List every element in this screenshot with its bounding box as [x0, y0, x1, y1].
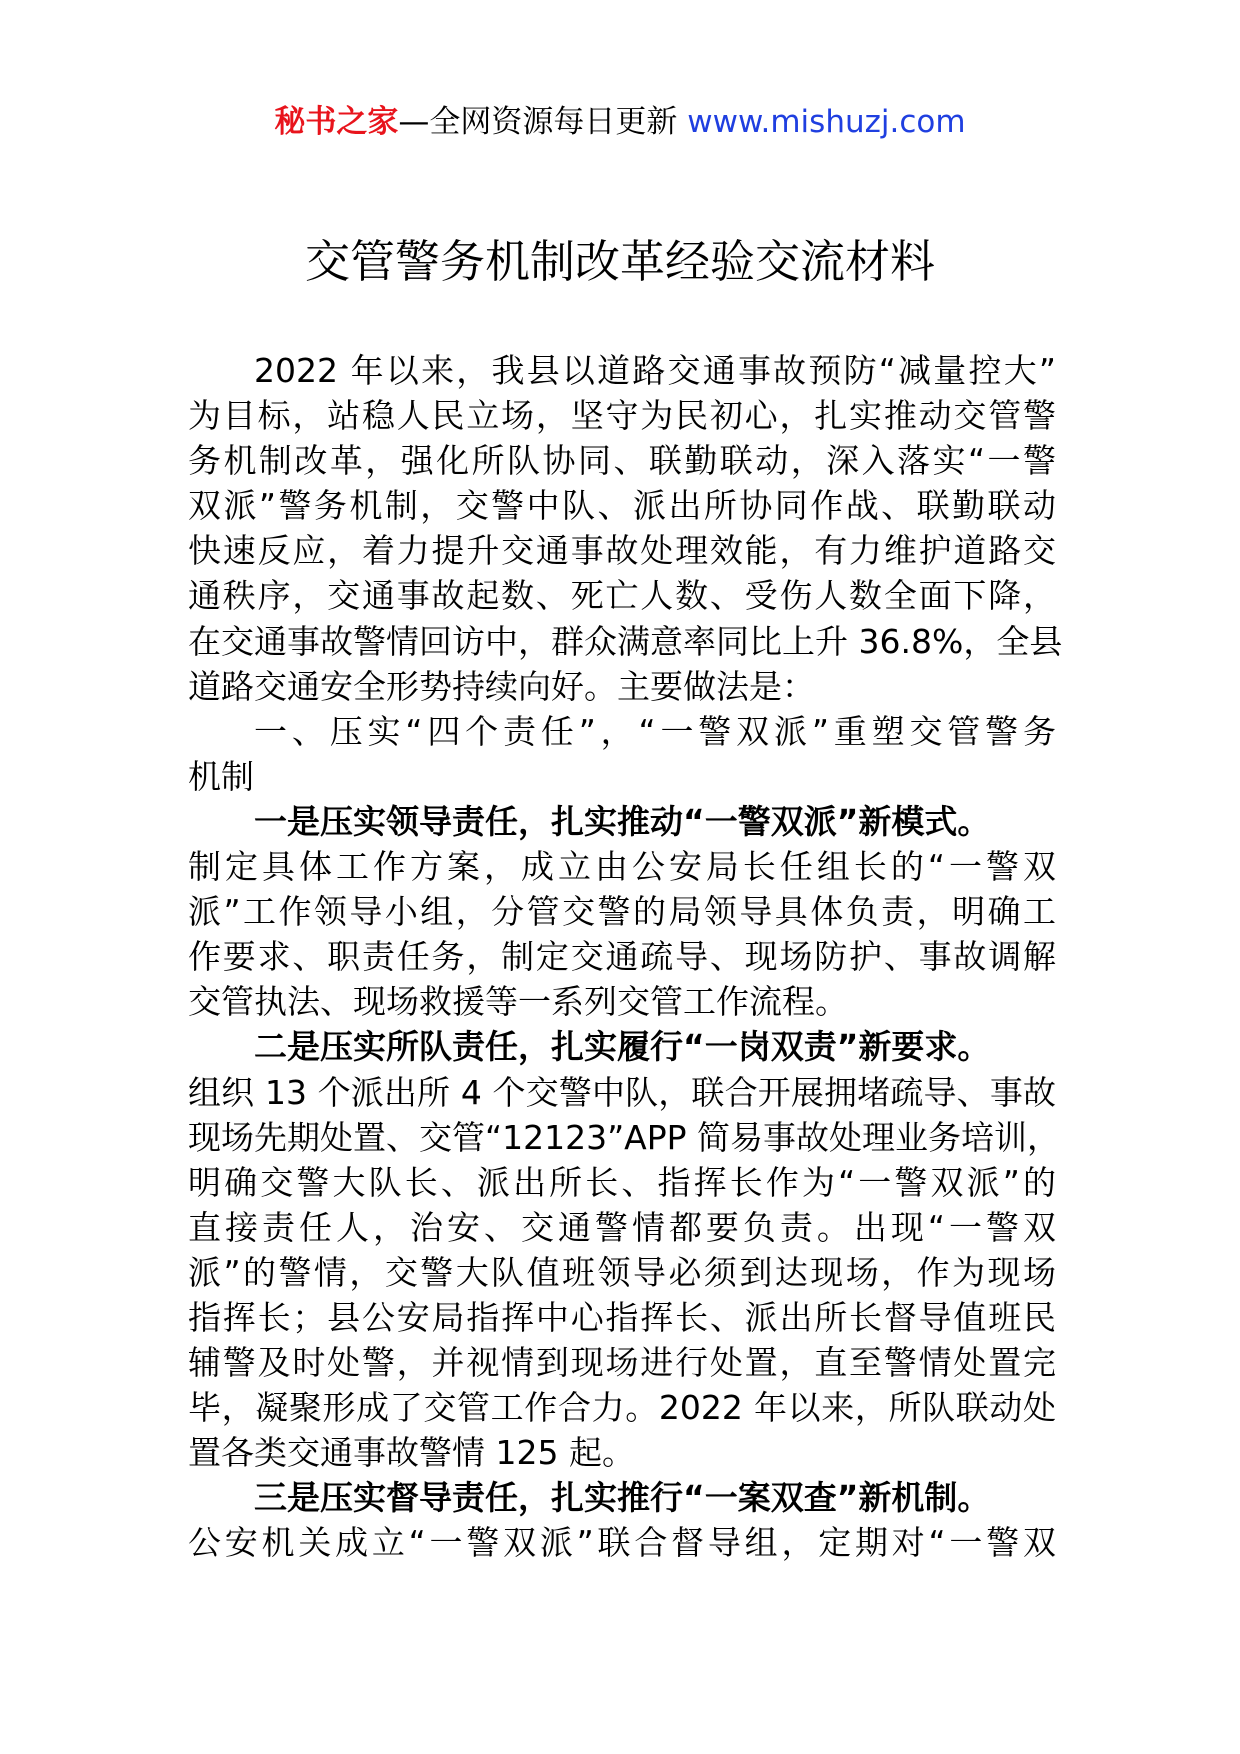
paragraph-line: 务机制改革，强化所队协同、联勤联动，深入落实“一警	[188, 441, 1056, 481]
paragraph-line: 毕，凝聚形成了交管工作合力。2022 年以来，所队联动处	[188, 1388, 1056, 1428]
paragraph-line: 交管执法、现场救援等一系列交管工作流程。	[188, 982, 848, 1022]
paragraph-line: 作要求、职责任务，制定交通疏导、现场防护、事故调解	[188, 937, 1056, 977]
banner-url-link[interactable]: www.mishuzj.com	[687, 104, 966, 140]
paragraph-line: 派”的警情，交警大队值班领导必须到达现场，作为现场	[188, 1252, 1056, 1292]
paragraph-line: 快速反应，着力提升交通事故处理效能，有力维护道路交	[188, 531, 1056, 571]
paragraph-line: 为目标，站稳人民立场，坚守为民初心，扎实推动交管警	[188, 396, 1056, 436]
section-heading-line: 机制	[188, 756, 254, 796]
section-heading-line: 一、压实“四个责任”，“一警双派”重塑交管警务	[254, 711, 1056, 751]
paragraph-line: 2022 年以来，我县以道路交通事故预防“减量控大”	[254, 351, 1056, 390]
paragraph-line: 直接责任人，治安、交通警情都要负责。出现“一警双	[188, 1207, 1056, 1247]
paragraph-line: 现场先期处置、交管“12123”APP 简易事故处理业务培训，	[188, 1117, 1061, 1157]
paragraph-line: 在交通事故警情回访中，群众满意率同比上升 36.8%，全县	[188, 621, 1063, 661]
banner-brand: 秘书之家	[274, 104, 399, 140]
paragraph-line: 组织 13 个派出所 4 个交警中队，联合开展拥堵疏导、事故	[188, 1072, 1056, 1112]
banner-slogan: —全网资源每日更新	[398, 104, 688, 140]
site-banner	[0, 100, 1240, 144]
subsection-heading: 二是压实所队责任，扎实履行“一岗双责”新要求。	[254, 1027, 991, 1067]
paragraph-line: 制定具体工作方案，成立由公安局长任组长的“一警双	[188, 847, 1056, 887]
paragraph-line: 指挥长；县公安局指挥中心指挥长、派出所长督导值班民	[188, 1297, 1056, 1337]
paragraph-line: 明确交警大队长、派出所长、指挥长作为“一警双派”的	[188, 1162, 1056, 1202]
paragraph-line: 置各类交通事故警情 125 起。	[188, 1433, 635, 1473]
paragraph-line: 双派”警务机制，交警中队、派出所协同作战、联勤联动	[188, 486, 1056, 526]
paragraph-line: 通秩序，交通事故起数、死亡人数、受伤人数全面下降，	[188, 576, 1056, 616]
subsection-heading: 一是压实领导责任，扎实推动“一警双派”新模式。	[254, 801, 991, 841]
document-title: 交管警务机制改革经验交流材料	[304, 235, 935, 288]
paragraph-line: 道路交通安全形势持续向好。主要做法是：	[188, 666, 815, 706]
document-body	[188, 348, 1063, 1566]
paragraph-line: 公安机关成立“一警双派”联合督导组，定期对“一警双	[188, 1523, 1056, 1563]
paragraph-line: 派”工作领导小组，分管交警的局领导具体负责，明确工	[188, 892, 1056, 932]
paragraph-line: 辅警及时处警，并视情到现场进行处置，直至警情处置完	[188, 1343, 1056, 1383]
subsection-heading: 三是压实督导责任，扎实推行“一案双查”新机制。	[254, 1478, 991, 1518]
